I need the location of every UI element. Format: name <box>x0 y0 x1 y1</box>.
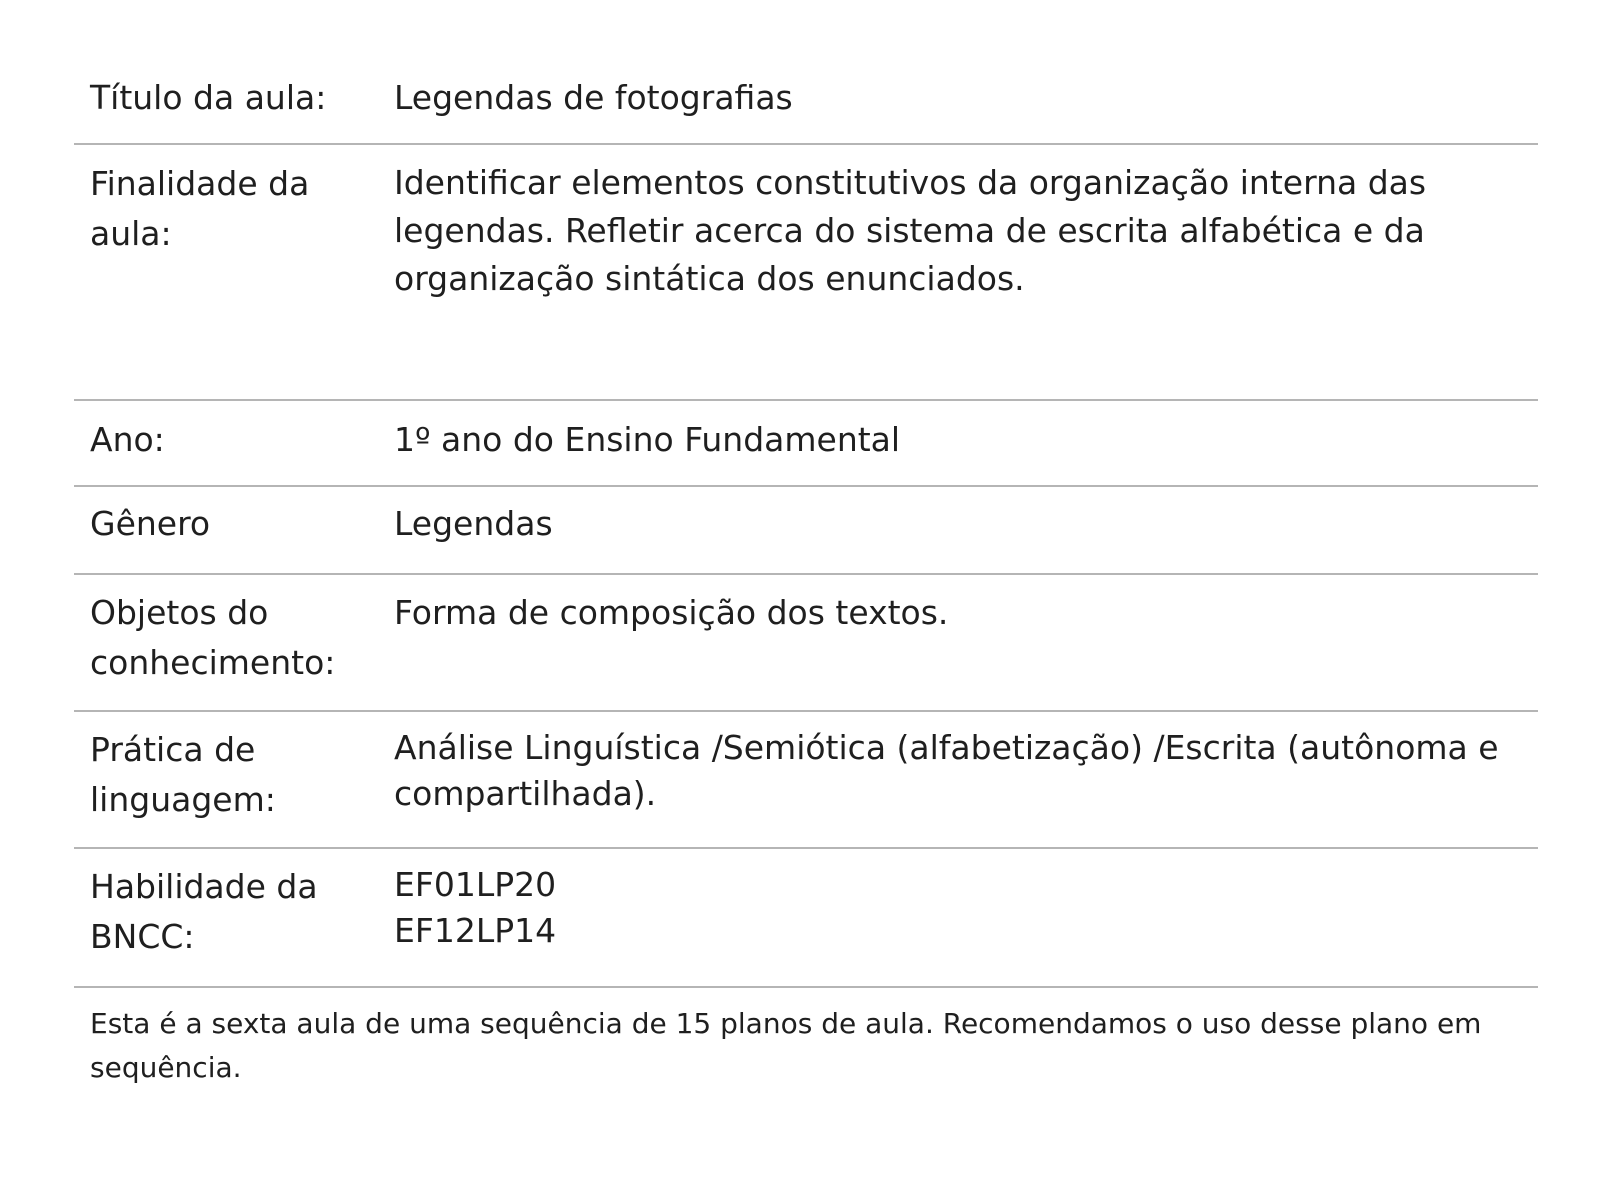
row-label-objetos: Objetos do conhecimento: <box>90 593 336 682</box>
row-label-pratica: Prática de linguagem: <box>90 730 276 819</box>
row-value-titulo: Legendas de fotografias <box>394 78 793 117</box>
table-row-ano <box>74 400 1538 486</box>
row-value-pratica: Análise Linguística /Semiótica (alfabetização) /Escrita (autônoma e compartilhada). <box>394 728 1499 813</box>
sequence-note: Esta é a sexta aula de uma sequência de 15 planos de aula. Recomendamos o uso desse plano em sequência. <box>90 1007 1482 1084</box>
table-row-finalidade <box>74 144 1538 400</box>
row-label-titulo: Título da aula: <box>90 78 327 117</box>
table-row-genero <box>74 486 1538 574</box>
row-value-genero: Legendas <box>394 504 553 543</box>
row-value-objetos: Forma de composição dos textos. <box>394 593 949 632</box>
row-value-finalidade: Identificar elementos constitutivos da organização interna das legendas. Refletir acerca do sistema de escrita alfabética e da organização sintática dos enunciados. <box>394 163 1427 298</box>
table-row-titulo <box>74 62 1538 144</box>
table-row-habilidade <box>74 848 1538 987</box>
row-label-finalidade: Finalidade da aula: <box>90 164 310 253</box>
lesson-plan-table <box>74 62 1538 988</box>
row-label-ano: Ano: <box>90 420 165 459</box>
table-row-objetos <box>74 574 1538 711</box>
row-label-genero: Gênero <box>90 504 211 543</box>
row-value-habilidade: EF01LP20 EF12LP14 <box>394 865 557 950</box>
row-value-ano: 1º ano do Ensino Fundamental <box>394 420 901 459</box>
row-label-habilidade: Habilidade da BNCC: <box>90 867 318 956</box>
table-row-pratica <box>74 711 1538 848</box>
